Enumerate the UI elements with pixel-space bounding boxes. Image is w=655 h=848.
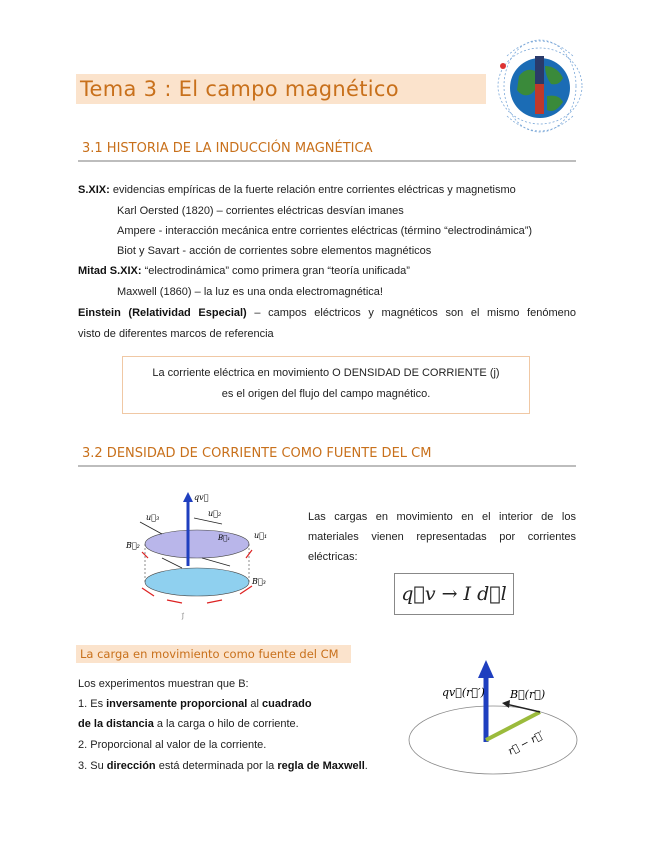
text: a la carga o hilo de corriente. <box>153 718 299 730</box>
callout-line-2: es el origen del flujo del campo magnético. <box>221 388 431 400</box>
text: . <box>364 760 368 772</box>
section-divider <box>78 160 576 162</box>
emphasis: de la distancia <box>78 718 154 730</box>
subsection-heading: La carga en movimiento como fuente del CM <box>80 647 339 661</box>
emphasis: dirección <box>106 760 156 772</box>
history-text: – campos eléctricos y magnéticos son el mismo fenómeno <box>246 307 576 319</box>
B3-label: B⃗₃ <box>252 577 266 586</box>
J-label: J⃗ <box>182 614 184 620</box>
history-line-6: Maxwell (1860) – la luz es una onda electromagnética! <box>117 286 383 298</box>
section-heading-historia: 3.1 HISTORIA DE LA INDUCCIÓN MAGNÉTICA <box>82 141 373 156</box>
section-divider <box>78 465 576 467</box>
text: 3. Su <box>78 760 107 772</box>
u3-label: u⃗₃ <box>146 513 160 522</box>
history-line-2: Karl Oersted (1820) – corrientes eléctricas desvían imanes <box>117 205 404 217</box>
formula-box: q⃗v → I d⃗l <box>394 573 514 615</box>
emphasis: cuadrado <box>262 698 312 710</box>
density-text-1: Las cargas en movimiento en el interior de los <box>308 511 576 523</box>
history-line-5 <box>78 261 410 281</box>
callout-box <box>122 356 530 414</box>
era-label: Einstein (Relatividad Especial) <box>78 307 247 319</box>
current-density-diagram <box>122 488 272 620</box>
emphasis: regla de Maxwell <box>277 760 365 772</box>
B2-label: B⃗₂ <box>126 541 140 550</box>
qv-r-label: qv⃗(r⃗′) <box>442 686 485 699</box>
u2-label: u⃗₂ <box>208 509 222 518</box>
B1-label: B⃗₁ <box>218 534 231 542</box>
u1-label: u⃗₁ <box>254 531 268 540</box>
qv-label: qv⃗ <box>194 493 209 502</box>
point-charge-diagram <box>398 654 588 784</box>
history-line-4: Biot y Savart - acción de corrientes sobre elementos magnéticos <box>117 245 432 257</box>
emphasis: inversamente proporcional <box>106 698 248 710</box>
text: 1. Es <box>78 698 107 710</box>
experiment-point-1b <box>78 714 299 734</box>
era-label: Mitad S.XIX: <box>78 265 142 277</box>
page-title: Tema 3 : El campo magnético <box>80 77 399 101</box>
history-line-8: visto de diferentes marcos de referencia <box>78 328 274 340</box>
density-text-2: materiales vienen representadas por corrientes <box>308 531 576 543</box>
experiment-point-1a <box>78 694 312 714</box>
history-line-1 <box>78 180 516 200</box>
history-line-3: Ampere - interacción mecánica entre corrientes eléctricas (término “electrodinámica”) <box>117 225 533 237</box>
callout-line-1: La corriente eléctrica en movimiento O DENSIDAD DE CORRIENTE (j) <box>152 367 500 379</box>
history-text: “electrodinámica” como primera gran “teoría unificada” <box>141 265 410 277</box>
history-text: evidencias empíricas de la fuerte relación entre corrientes eléctricas y magnetismo <box>109 184 516 196</box>
density-text-3: eléctricas: <box>308 551 358 563</box>
history-line-7 <box>78 303 576 323</box>
text: está determinada por la <box>155 760 278 772</box>
r-minus-r-label: r⃗ − r⃗′ <box>506 729 546 758</box>
section-heading-densidad: 3.2 DENSIDAD DE CORRIENTE COMO FUENTE DEL CM <box>82 446 432 461</box>
experiments-intro: Los experimentos muestran que B: <box>78 678 249 690</box>
era-label: S.XIX: <box>78 184 110 196</box>
text: al <box>247 698 263 710</box>
experiment-point-3 <box>78 756 368 776</box>
experiment-point-2: 2. Proporcional al valor de la corriente. <box>78 739 267 751</box>
B-r-label: B⃗(r⃗) <box>510 688 546 701</box>
earth-magnet-icon <box>497 36 583 134</box>
